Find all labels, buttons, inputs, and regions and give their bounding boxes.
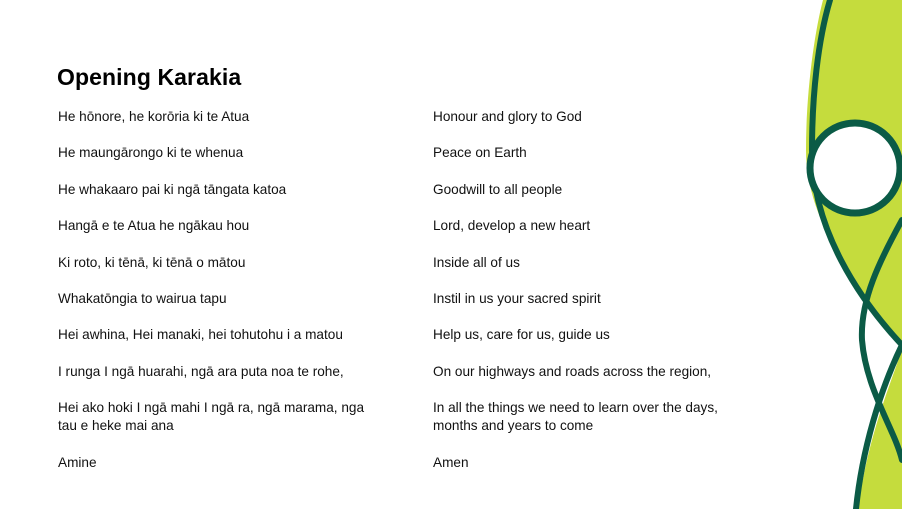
green-leaf-curves-graphic: [772, 0, 902, 509]
english-line: Amen: [433, 455, 469, 470]
english-line: Goodwill to all people: [433, 182, 563, 197]
maori-line: Amine: [58, 455, 97, 470]
english-line: Inside all of us: [433, 255, 520, 270]
circle-ring: [810, 123, 900, 213]
maori-line: Whakatōngia to wairua tapu: [58, 291, 227, 306]
maori-line: Ki roto, ki tēnā, ki tēnā o mātou: [58, 255, 246, 270]
english-line: Lord, develop a new heart: [433, 218, 591, 233]
maori-line: I runga I ngā huarahi, ngā ara puta noa te rohe,: [58, 364, 344, 379]
english-line: In all the things we need to learn over the days, months and years to come: [433, 400, 718, 433]
maori-line: He maungārongo ki te whenua: [58, 145, 244, 160]
english-line: Instil in us your sacred spirit: [433, 291, 601, 306]
maori-line: Hei ako hoki I ngā mahi I ngā ra, ngā marama, nga tau e heke mai ana: [58, 400, 365, 433]
english-line: Help us, care for us, guide us: [433, 327, 610, 342]
slide-title: Opening Karakia: [57, 64, 242, 90]
english-line: Peace on Earth: [433, 145, 527, 160]
english-line: Honour and glory to God: [433, 109, 582, 124]
maori-line: He hōnore, he korōria ki te Atua: [58, 109, 250, 124]
english-line: On our highways and roads across the region,: [433, 364, 712, 379]
maori-line: He whakaaro pai ki ngā tāngata katoa: [58, 182, 287, 197]
leaf-fill: [806, 0, 902, 509]
maori-line: Hangā e te Atua he ngākau hou: [58, 218, 250, 233]
maori-line: Hei awhina, Hei manaki, hei tohutohu i a matou: [58, 327, 343, 342]
